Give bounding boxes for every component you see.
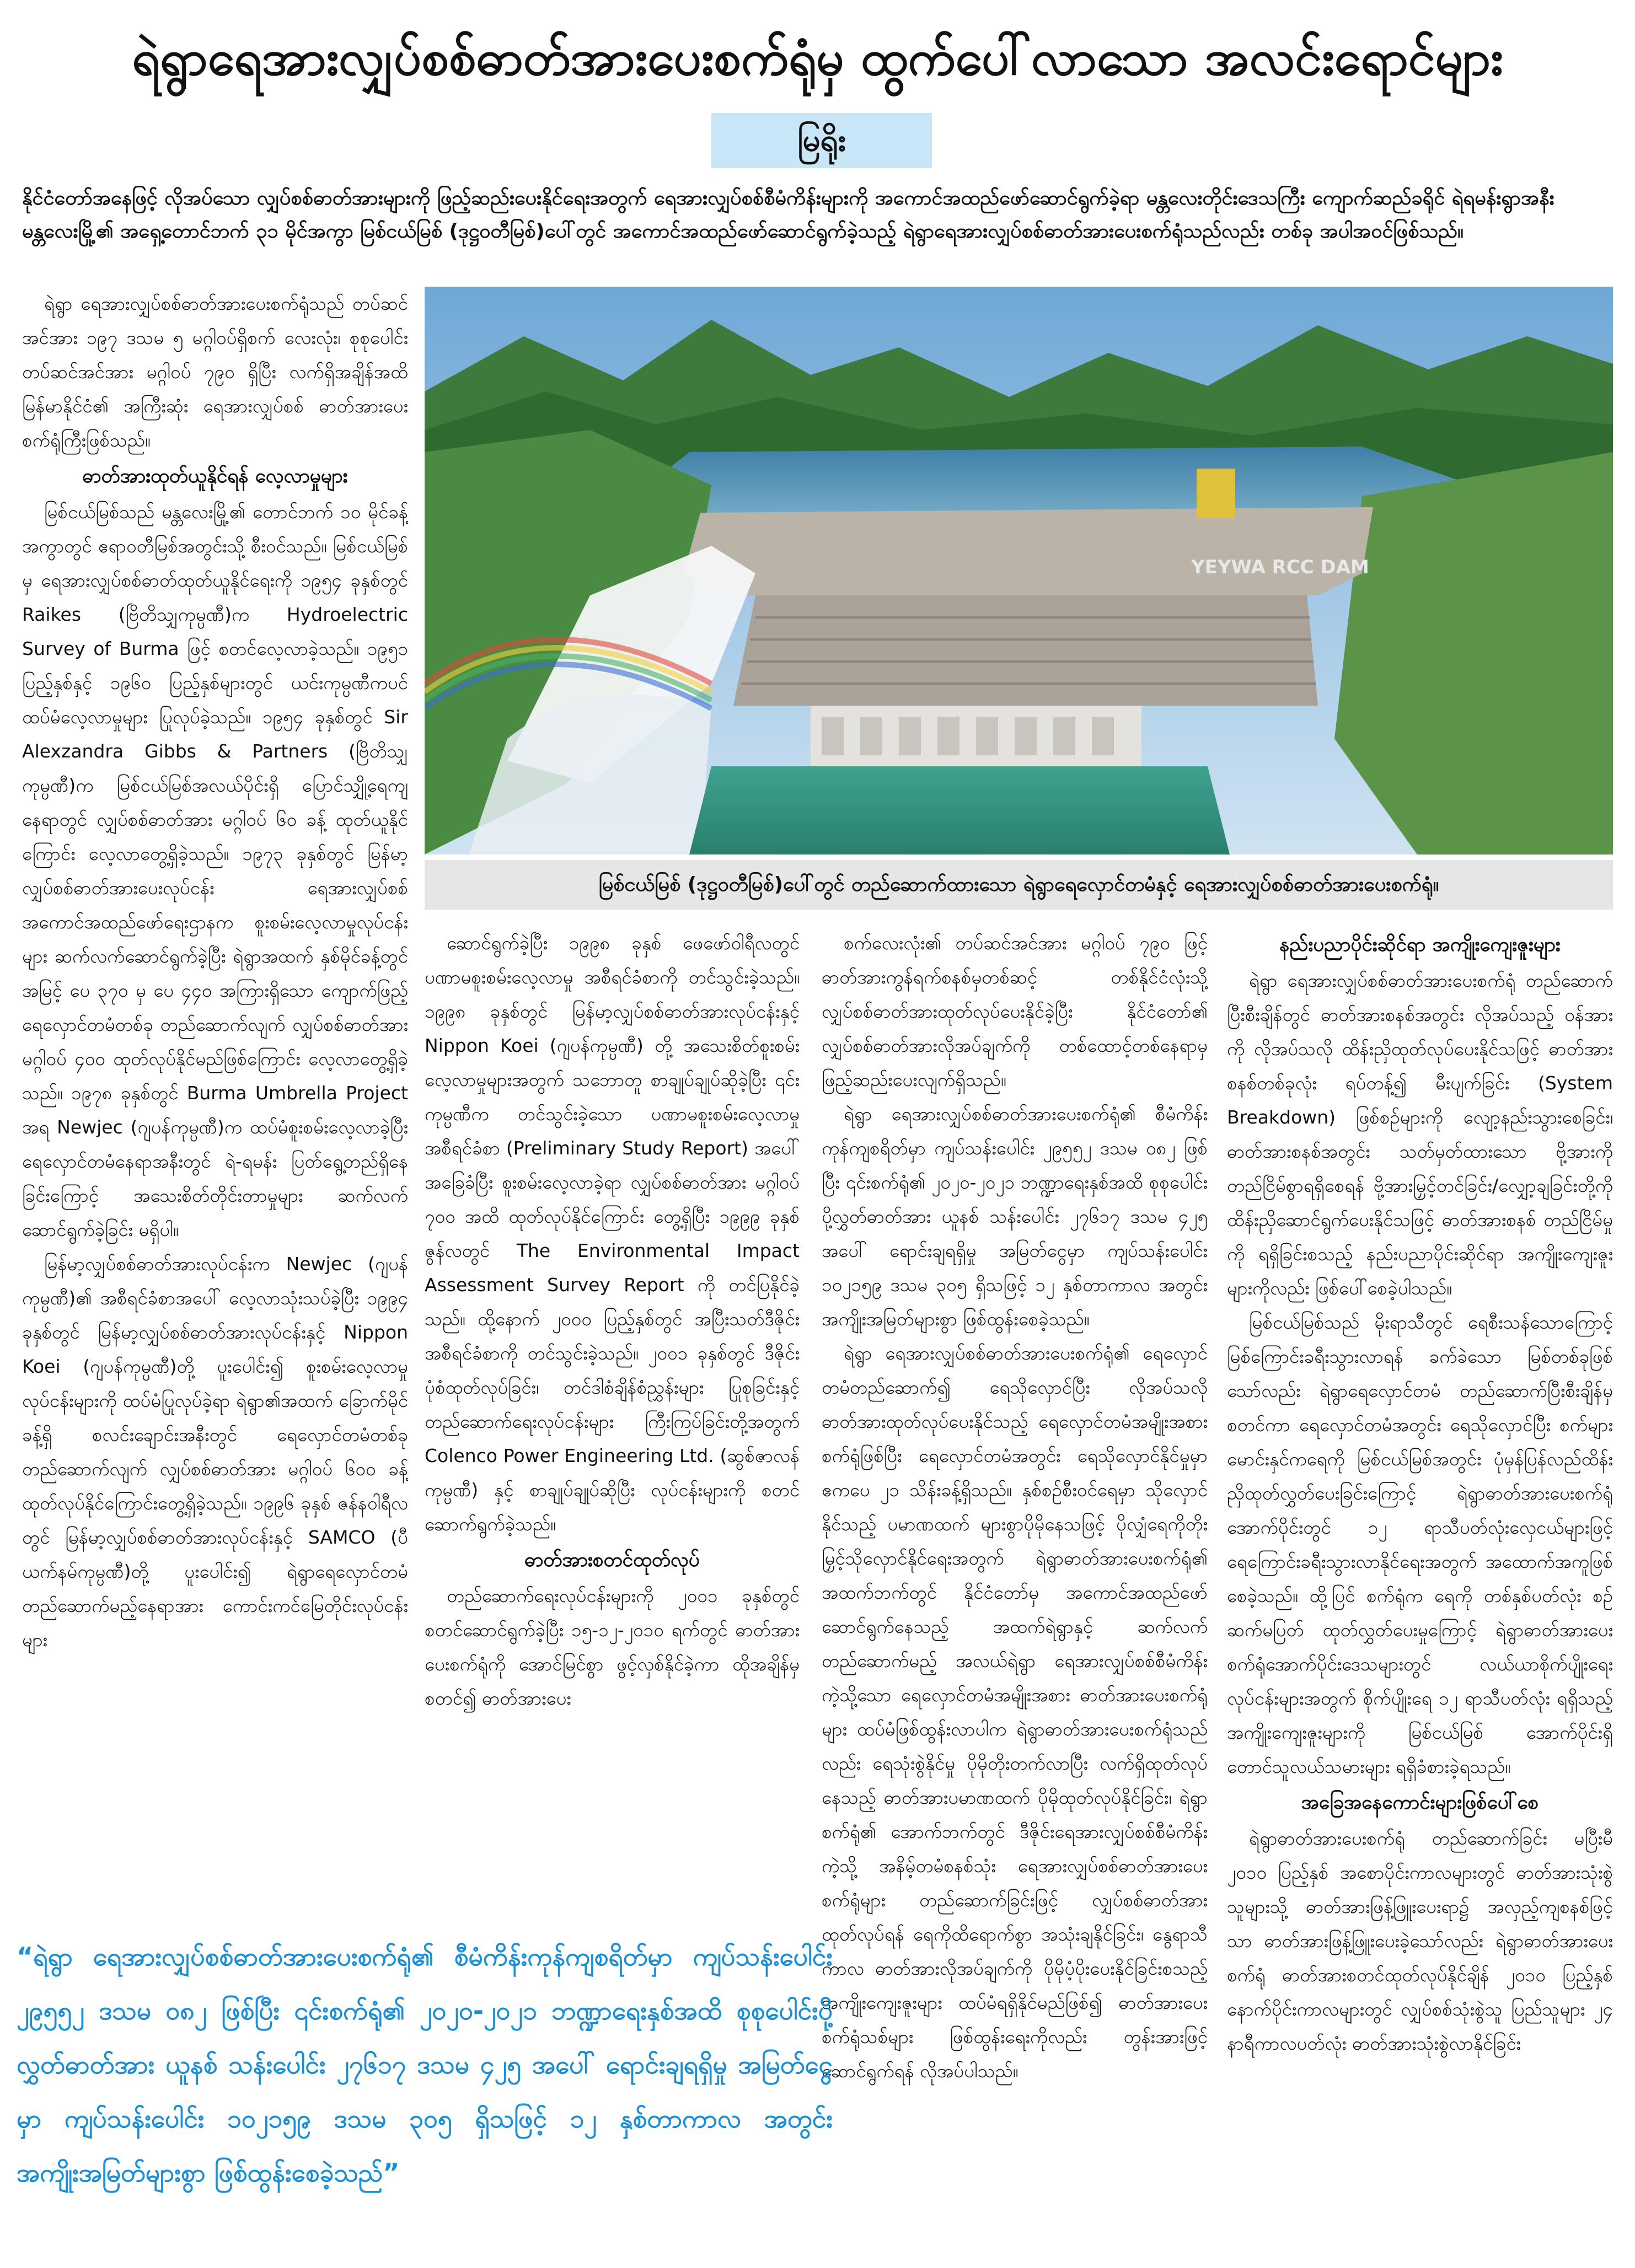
col4-paragraph-3: ရဲရွာဓာတ်အားပေးစက်ရုံ တည်ဆောက်ခြင်း မပြီးမီ ၂၀၁၀ ပြည့်နှစ် အစောပိုင်းကာလများတွင် ဓာတ်အားသုံးစွဲသူများသို့ ဓာတ်အားဖြန့်ဖြူးပေးရာ၌ အလှည့်ကျစနစ်ဖြင့်သာ ဓာတ်အားဖြန့်ဖြူးပေးခဲ့သော်လည်း ရဲရွာဓာတ်အားပေးစက်ရုံ ဓာတ်အားစတင်ထုတ်လုပ်နိုင်ချိန် ၂၀၁၀ ပြည့်နှစ် နောက်ပိုင်းကာလများတွင် လျှပ်စစ်သုံးစွဲသူ ပြည်သူများ ၂၄ နာရီကာလပတ်လုံး ဓာတ်အားသုံးစွဲလာနိုင်ခြင်း <box>1227 1828 1613 2054</box>
byline: မြရိုး <box>711 113 932 168</box>
col3-paragraph-1: စက်လေးလုံး၏ တပ်ဆင်အင်အား မဂ္ဂါဝပ် ၇၉၀ ဖြင့် ဓာတ်အားကွန်ရက်စနစ်မှတစ်ဆင့် တစ်နိုင်ငံလုံးသို့ လျှပ်စစ်ဓာတ်အားထုတ်လုပ်ပေးနိုင်ခဲ့ပြီး နိုင်ငံတော်၏ လျှပ်စစ်ဓာတ်အားလိုအပ်ချက်ကို တစ်ထောင့်တစ်နေရာမှ ဖြည့်ဆည်းပေးလျက်ရှိသည်။ <box>822 932 1208 1090</box>
col3-paragraph-3: ရဲရွာ ရေအားလျှပ်စစ်ဓာတ်အားပေးစက်ရုံ၏ ရေလှောင်တမံတည်ဆောက်၍ ရေသိုလှောင်ပြီး လိုအပ်သလို ဓာတ်အားထုတ်လုပ်ပေးနိုင်သည့် ရေလှောင်တမံအမျိုးအစားစက်ရုံဖြစ်ပြီး ရေလှောင်တမံအတွင်း ရေသိုလှောင်နိုင်မှုမှာ ဧကပေ ၂၁ သိန်းခန့်ရှိသည်။ နှစ်စဉ်စီးဝင်ရေမှာ သိုလှောင်နိုင်သည့် ပမာဏထက် များစွာပိုမိုနေသဖြင့် ပိုလျှံရေကိုတိုးမြှင့်သိုလှောင်နိုင်ရေးအတွက် ရဲရွာဓာတ်အားပေးစက်ရုံ၏ အထက်ဘက်တွင် နိုင်ငံတော်မှ အကောင်အထည်ဖော်ဆောင်ရွက်နေသည့် အထက်ရဲရွာနှင့် ဆက်လက်တည်ဆောက်မည့် အလယ်ရဲရွာ ရေအားလျှပ်စစ်စီမံကိန်းကဲ့သို့သော ရေလှောင်တမံအမျိုးအစား ဓာတ်အားပေးစက်ရုံများ ထပ်မံဖြစ်ထွန်းလာပါက ရဲရွာဓာတ်အားပေးစက်ရုံသည်လည်း ရေသုံးစွဲနိုင်မှု ပိုမိုတိုးတက်လာပြီး လက်ရှိထုတ်လုပ်နေသည့် ဓာတ်အားပမာဏထက် ပိုမိုထုတ်လုပ်နိုင်ခြင်း၊ ရဲရွာစက်ရုံ၏ အောက်ဘက်တွင် ဒီဇိုင်းရေအားလျှပ်စစ်စီမံကိန်းကဲ့သို့ အနိမ့်တမံစနစ်သုံး ရေအားလျှပ်စစ်ဓာတ်အားပေးစက်ရုံများ တည်ဆောက်ခြင်းဖြင့် လျှပ်စစ်ဓာတ်အား ထုတ်လုပ်ရန် ရေကိုထိရောက်စွာ အသုံးချနိုင်ခြင်း၊ နွေရာသီကာလ ဓာတ်အားလိုအပ်ချက်ကို ပိုမိုပံ့ပိုးပေးနိုင်ခြင်းစသည့် အကျိုးကျေးဇူးများ ထပ်မံရရှိနိုင်မည်ဖြစ်၍ ဓာတ်အားပေး စက်ရုံသစ်များ ဖြစ်ထွန်းရေးကိုလည်း တွန်းအားဖြင့် ဆောင်ရွက်ရန် လိုအပ်ပါသည်။ <box>822 1342 1208 2082</box>
dam-illustration <box>425 287 1613 854</box>
column-4 <box>1227 926 1613 2249</box>
col2-heading-1: ဓာတ်အားစတင်ထုတ်လုပ် <box>524 1549 700 1571</box>
col2-paragraph-1: ဆောင်ရွက်ခဲ့ပြီး ၁၉၉၈ ခုနှစ် ဖေဖော်ဝါရီလတွင် ပဏာမစူးစမ်းလေ့လာမှု အစီရင်ခံစာကို တင်သွင်းခဲ့သည်။ ၁၉၉၈ ခုနှစ်တွင် မြန်မာ့လျှပ်စစ်ဓာတ်အားလုပ်ငန်းနှင့် Nippon Koei (ဂျပန်ကုမ္ပဏီ) တို့ အသေးစိတ်စူးစမ်းလေ့လာမှုများအတွက် သဘောတူ စာချုပ်ချုပ်ဆိုခဲ့ပြီး ၎င်းကုမ္ပဏီက တင်သွင်းခဲ့သော ပဏာမစူးစမ်းလေ့လာမှု အစီရင်ခံစာ (Preliminary Study Report) အပေါ် အခြေခံပြီး စူးစမ်းလေ့လာခဲ့ရာ လျှပ်စစ်ဓာတ်အား မဂ္ဂါဝပ် ၇၀၀ အထိ ထုတ်လုပ်နိုင်ကြောင်း တွေ့ရှိပြီး ၁၉၉၉ ခုနှစ် ဇွန်လတွင် The Environmental Impact Assessment Survey Report ကို တင်ပြနိုင်ခဲ့သည်။ ထို့နောက် ၂၀၀၀ ပြည့်နှစ်တွင် အပြီးသတ်ဒီဇိုင်းအစီရင်ခံစာကို တင်သွင်းခဲ့သည်။ ၂၀၀၁ ခုနှစ်တွင် ဒီဇိုင်းပုံစံထုတ်လုပ်ခြင်း၊ တင်ဒါစံချိန်စံညွှန်းများ ပြုစုခြင်းနှင့် တည်ဆောက်ရေးလုပ်ငန်းများ ကြီးကြပ်ခြင်းတို့အတွက် Colenco Power Engineering Ltd. (ဆွစ်ဇာလန်ကုမ္ပဏီ) နှင့် စာချုပ်ချုပ်ဆိုပြီး လုပ်ငန်းများကို စတင်ဆောက်ရွက်ခဲ့သည်။ <box>425 932 800 1535</box>
lead-paragraph: နိုင်ငံတော်အနေဖြင့် လိုအပ်သော လျှပ်စစ်ဓာတ်အားများကို ဖြည့်ဆည်းပေးနိုင်ရေးအတွက် ရေအားလျှပ်စစ်စီမံကိန်းများကို အကောင်အထည်ဖော်ဆောင်ရွက်ခဲ့ရာ မန္တလေးတိုင်းဒေသကြီး ကျောက်ဆည်ခရိုင် ရဲရမန်းရွာအနီး မန္တလေးမြို့၏ အရှေ့တောင်ဘက် ၃၁ မိုင်အကွာ မြစ်ငယ်မြစ် (ဒုဋ္ဌဝတီမြစ်)ပေါ်တွင် အကောင်အထည်ဖော်ဆောင်ရွက်ခဲ့သည့် ရဲရွာရေအားလျှပ်စစ်ဓာတ်အားပေးစက်ရုံသည်လည်း တစ်ခု အပါအဝင်ဖြစ်သည်။ <box>22 187 1554 243</box>
column-1 <box>22 287 408 1907</box>
photo-caption: မြစ်ငယ်မြစ် (ဒုဋ္ဌဝတီမြစ်)ပေါ်တွင် တည်ဆောက်ထားသော ရဲရွာရေလှောင်တမံနှင့် ရေအားလျှပ်စစ်ဓာတ်အားပေးစက်ရုံ။ <box>425 860 1613 910</box>
column-2 <box>425 926 800 1907</box>
col1-paragraph-2: မြစ်ငယ်မြစ်သည် မန္တလေးမြို့၏ တောင်ဘက် ၁၀ မိုင်ခန့်အကွာတွင် ဧရာဝတီမြစ်အတွင်းသို့ စီးဝင်သည်။ မြစ်ငယ်မြစ်မှ ရေအားလျှပ်စစ်ဓာတ်ထုတ်ယူနိုင်ရေးကို ၁၉၅၄ ခုနှစ်တွင် Raikes (ဗြိတိသျှကုမ္ပဏီ)က Hydroelectric Survey of Burma ဖြင့် စတင်လေ့လာခဲ့သည်။ ၁၉၅၁ ပြည့်နှစ်နှင့် ၁၉၆၀ ပြည့်နှစ်များတွင် ယင်းကုမ္ပဏီကပင် ထပ်မံလေ့လာမှုများ ပြုလုပ်ခဲ့သည်။ ၁၉၅၄ ခုနှစ်တွင် Sir Alexzandra Gibbs & Partners (ဗြိတိသျှကုမ္ပဏီ)က မြစ်ငယ်မြစ်အလယ်ပိုင်းရှိ ပြောင်သျှို့ရေကျနေရာတွင် လျှပ်စစ်ဓာတ်အား မဂ္ဂါဝပ် ၆၀ ခန့် ထုတ်ယူနိုင်ကြောင်း လေ့လာတွေ့ရှိခဲ့သည်။ ၁၉၇၃ ခုနှစ်တွင် မြန်မာ့လျှပ်စစ်ဓာတ်အားပေးလုပ်ငန်း ရေအားလျှပ်စစ် အကောင်အထည်ဖော်ရေးဌာနက စူးစမ်းလေ့လာမှုလုပ်ငန်းများ ဆက်လက်ဆောင်ရွက်ခဲ့ပြီး ရဲရွာအထက် နှစ်မိုင်ခန့်တွင် အမြင့် ပေ ၃၇၀ မှ ပေ ၄၄၀ အကြားရှိသော ကျောက်ဖြည့်ရေလှောင်တမံတစ်ခု တည်ဆောက်လျက် လျှပ်စစ်ဓာတ်အား မဂ္ဂါဝပ် ၄၀၀ ထုတ်လုပ်နိုင်မည်ဖြစ်ကြောင်း လေ့လာတွေ့ရှိခဲ့သည်။ ၁၉၇၈ ခုနှစ်တွင် Burma Umbrella Project အရ Newjec (ဂျပန်ကုမ္ပဏီ)က ထပ်မံစူးစမ်းလေ့လာခဲ့ပြီး ရေလှောင်တမံနေရာအနီးတွင် ရဲ-ရမန်း ပြတ်ရွေ့တည်ရှိနေခြင်းကြောင့် အသေးစိတ်တိုင်းတာမှုများ ဆက်လက်ဆောင်ရွက်ခဲ့ခြင်း မရှိပါ။ <box>22 501 408 1240</box>
dam-photo <box>425 287 1613 854</box>
col3-paragraph-2: ရဲရွာ ရေအားလျှပ်စစ်ဓာတ်အားပေးစက်ရုံ၏ စီမံကိန်းကုန်ကျစရိတ်မှာ ကျပ်သန်းပေါင်း ၂၉၅၅၂ ဒသမ ၀၈၂ ဖြစ်ပြီး ၎င်းစက်ရုံ၏ ၂၀၂၀-၂၀၂၁ ဘဏ္ဍာရေးနှစ်အထိ စုစုပေါင်းပို့လွှတ်ဓာတ်အား ယူနစ် သန်းပေါင်း ၂၇၆၁၇ ဒသမ ၄၂၅ အပေါ် ရောင်းချရရှိမှု အမြတ်ငွေမှာ ကျပ်သန်းပေါင်း ၁၀၂၁၅၉ ဒသမ ၃၀၅ ရှိသဖြင့် ၁၂ နှစ်တာကာလ အတွင်း အကျိုးအမြတ်များစွာ ဖြစ်ထွန်းစေခဲ့သည်။ <box>822 1103 1208 1330</box>
col2-paragraph-2: တည်ဆောက်ရေးလုပ်ငန်းများကို ၂၀၀၁ ခုနှစ်တွင် စတင်ဆောင်ရွက်ခဲ့ပြီး ၁၅-၁၂-၂၀၁၀ ရက်တွင် ဓာတ်အားပေးစက်ရုံကို အောင်မြင်စွာ ဖွင့်လှစ်နိုင်ခဲ့ကာ ထိုအချိန်မှစတင်၍ ဓာတ်အားပေး <box>425 1585 800 1709</box>
col4-paragraph-1: ရဲရွာ ရေအားလျှပ်စစ်ဓာတ်အားပေးစက်ရုံ တည်ဆောက်ပြီးစီးချိန်တွင် ဓာတ်အားစနစ်အတွင်း လိုအပ်သည့် ဝန်အားကို လိုအပ်သလို ထိန်းညှိထုတ်လုပ်ပေးနိုင်သဖြင့် ဓာတ်အားစနစ်တစ်ခုလုံး ရပ်တန့်၍ မီးပျက်ခြင်း (System Breakdown) ဖြစ်စဉ်များကို လျော့နည်းသွားစေခြင်း၊ ဓာတ်အားစနစ်အတွင်း သတ်မှတ်ထားသော ဗို့အားကို တည်ငြိမ်စွာရရှိစေရန် ဗို့အားမြှင့်တင်ခြင်း/လျှော့ချခြင်းတို့ကို ထိန်းညှိဆောင်ရွက်ပေးနိုင်သဖြင့် ဓာတ်အားစနစ် တည်ငြိမ်မှုကို ရရှိခြင်းစသည့် နည်းပညာပိုင်းဆိုင်ရာ အကျိုးကျေးဇူးများကိုလည်း ဖြစ်ပေါ်စေခဲ့ပါသည်။ <box>1227 970 1613 1299</box>
col1-paragraph-3: မြန်မာ့လျှပ်စစ်ဓာတ်အားလုပ်ငန်းက Newjec (ဂျပန်ကုမ္ပဏီ)၏ အစီရင်ခံစာအပေါ် လေ့လာသုံးသပ်ခဲ့ပြီး ၁၉၉၄ ခုနှစ်တွင် မြန်မာ့လျှပ်စစ်ဓာတ်အားလုပ်ငန်းနှင့် Nippon Koei (ဂျပန်ကုမ္ပဏီ)တို့ ပူးပေါင်း၍ စူးစမ်းလေ့လာမှုလုပ်ငန်းများကို ထပ်မံပြုလုပ်ခဲ့ရာ ရဲရွာ၏အထက် ခြောက်မိုင်ခန့်ရှိ စလင်းချောင်းအနီးတွင် ရေလှောင်တမံတစ်ခု တည်ဆောက်လျက် လျှပ်စစ်ဓာတ်အား မဂ္ဂါဝပ် ၆၀၀ ခန့် ထုတ်လုပ်နိုင်ကြောင်းတွေ့ရှိခဲ့သည်။ ၁၉၉၆ ခုနှစ် ဇန်နဝါရီလတွင် မြန်မာ့လျှပ်စစ်ဓာတ်အားလုပ်ငန်းနှင့် SAMCO (ပီယက်နမ်ကုမ္ပဏီ)တို့ ပူးပေါင်း၍ ရဲရွာရေလှောင်တမံ တည်ဆောက်မည့်နေရာအား ကောင်းကင်မြေတိုင်းလုပ်ငန်းများ <box>22 1253 408 1651</box>
pull-quote: “ရဲရွာ ရေအားလျှပ်စစ်ဓာတ်အားပေးစက်ရုံ၏ စီမံကိန်းကုန်ကျစရိတ်မှာ ကျပ်သန်းပေါင်း ၂၉၅၅၂ ဒသမ ၀၈၂ ဖြစ်ပြီး ၎င်းစက်ရုံ၏ ၂၀၂၀-၂၀၂၁ ဘဏ္ဍာရေးနှစ်အထိ စုစုပေါင်းပို့လွှတ်ဓာတ်အား ယူနစ် သန်းပေါင်း ၂၇၆၁၇ ဒသမ ၄၂၅ အပေါ် ရောင်းချရရှိမှု အမြတ်ငွေမှာ ကျပ်သန်းပေါင်း ၁၀၂၁၅၉ ဒသမ ၃၀၅ ရှိသဖြင့် ၁၂ နှစ်တာကာလ အတွင်း အကျိုးအမြတ်များစွာ ဖြစ်ထွန်းစေခဲ့သည်” <box>17 1942 833 2188</box>
col1-paragraph-1: ရဲရွာ ရေအားလျှပ်စစ်ဓာတ်အားပေးစက်ရုံသည် တပ်ဆင်အင်အား ၁၉၇ ဒသမ ၅ မဂ္ဂါဝပ်ရှိစက် လေးလုံး၊ စုစုပေါင်းတပ်ဆင်အင်အား မဂ္ဂါဝပ် ၇၉၀ ရှိပြီး လက်ရှိအချိန်အထိ မြန်မာနိုင်ငံ၏ အကြီးဆုံး ရေအားလျှပ်စစ် ဓာတ်အားပေးစက်ရုံကြီးဖြစ်သည်။ <box>22 293 408 451</box>
column-3 <box>822 926 1208 2249</box>
dam-label: YEYWA RCC DAM <box>1191 556 1369 578</box>
headline: ရဲရွာရေအားလျှပ်စစ်ဓာတ်အားပေးစက်ရုံမှ ထွက်ပေါ်လာသော အလင်းရောင်များ <box>132 29 1503 86</box>
col4-paragraph-2: မြစ်ငယ်မြစ်သည် မိုးရာသီတွင် ရေစီးသန်သောကြောင့် မြစ်ကြောင်းခရီးသွားလာရန် ခက်ခဲသော မြစ်တစ်ခုဖြစ်သော်လည်း ရဲရွာရေလှောင်တမံ တည်ဆောက်ပြီးစီးချိန်မှ စတင်ကာ ရေလှောင်တမံအတွင်း ရေသိုလှောင်ပြီး စက်များမောင်းနှင်ကရေကို မြစ်ငယ်မြစ်အတွင်း ပုံမှန်ပြန်လည်ထိန်းညှိထုတ်လွှတ်ပေးခြင်းကြောင့် ရဲရွာဓာတ်အားပေးစက်ရုံ အောက်ပိုင်းတွင် ၁၂ ရာသီပတ်လုံးလှေငယ်များဖြင့် ရေကြောင်းခရီးသွားလာနိုင်ရေးအတွက် အထောက်အကူဖြစ်စေခဲ့သည်။ ထို့ပြင် စက်ရုံက ရေကို တစ်နှစ်ပတ်လုံး စဉ်ဆက်မပြတ် ထုတ်လွှတ်ပေးမှုကြောင့် ရဲရွာဓာတ်အားပေးစက်ရုံအောက်ပိုင်းဒေသများတွင် လယ်ယာစိုက်ပျိုးရေး လုပ်ငန်းများအတွက် စိုက်ပျိုးရေ ၁၂ ရာသီပတ်လုံး ရရှိသည့် အကျိုးကျေးဇူးများကို မြစ်ငယ်မြစ် အောက်ပိုင်းရှိ တောင်သူလယ်သမားများ ရရှိခံစားခဲ့ရသည်။ <box>1227 1312 1613 1777</box>
col1-heading-1: ဓာတ်အားထုတ်ယူနိုင်ရန် လေ့လာမှုများ <box>82 465 348 487</box>
col4-heading-1: နည်းပညာပိုင်းဆိုင်ရာ အကျိုးကျေးဇူးများ <box>1279 934 1561 956</box>
col4-heading-2: အခြေအနေကောင်းများဖြစ်ပေါ်စေ <box>1301 1792 1539 1814</box>
